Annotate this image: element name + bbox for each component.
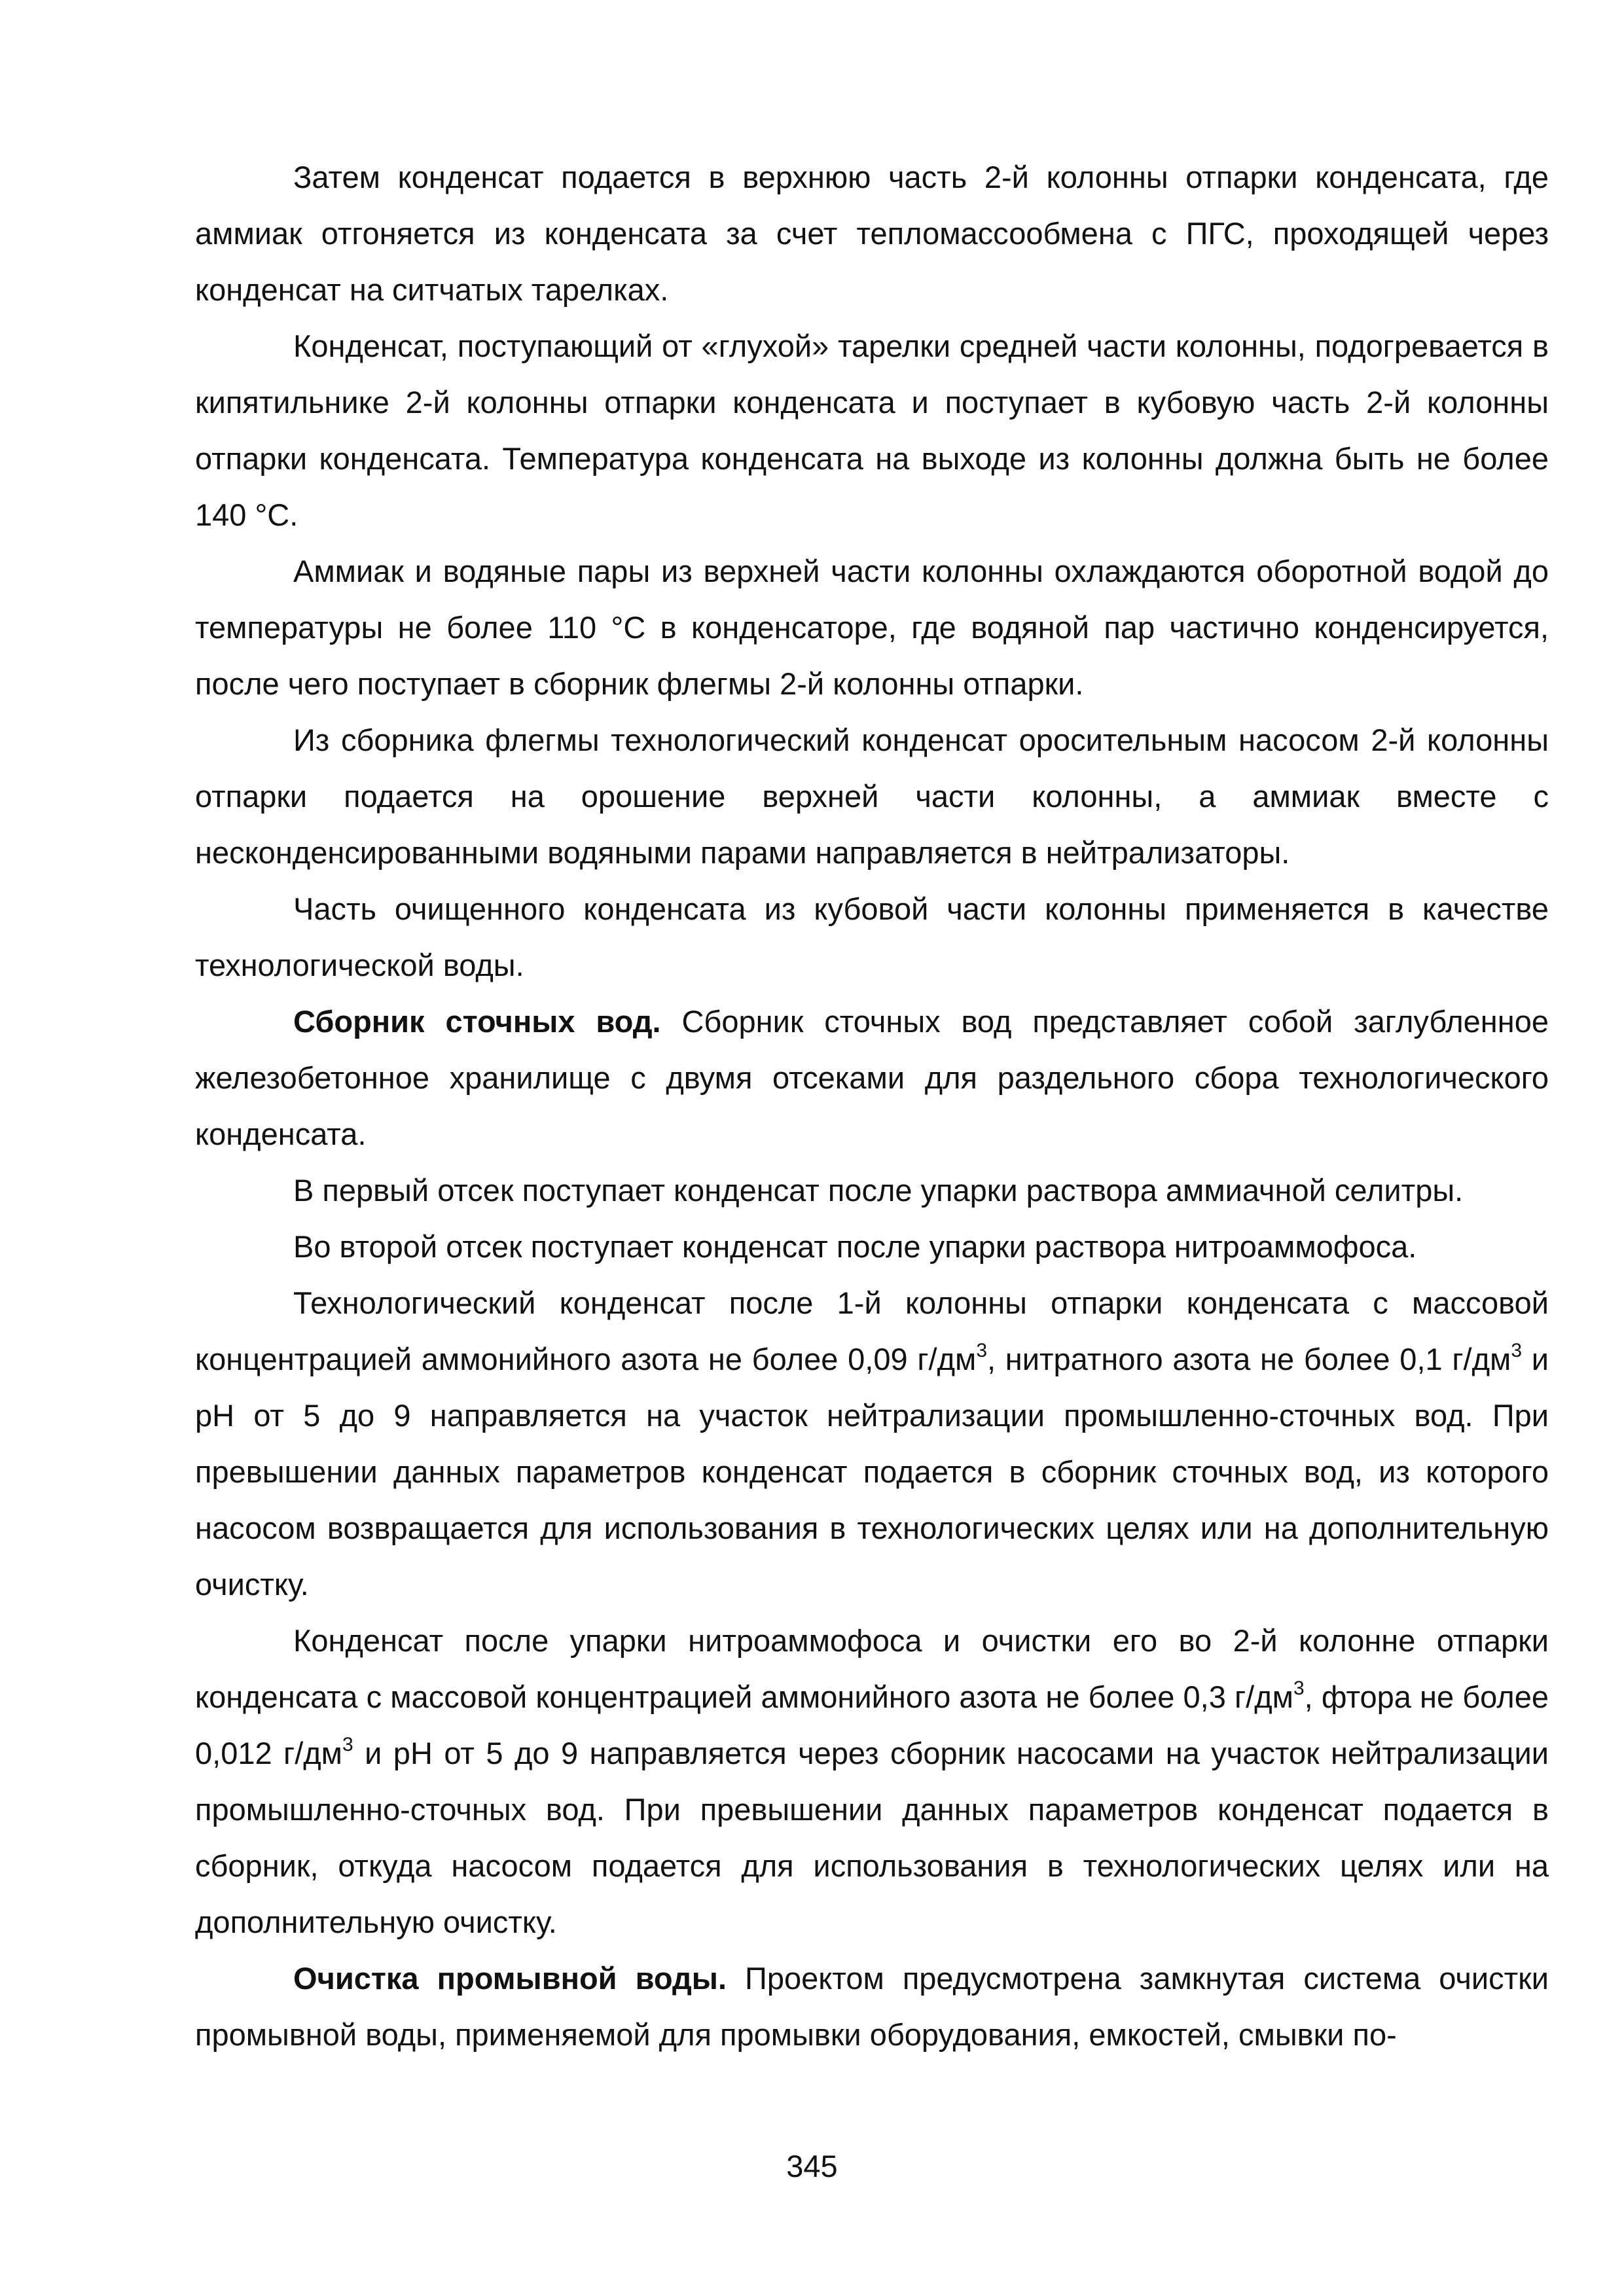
paragraph <box>195 1219 1549 1275</box>
paragraph-text: Технологический конденсат после 1-й колонны отпарки конденсата с массовой концентрацией аммонийного азота не более 0,09 г/дм <box>195 1285 1549 1376</box>
superscript: 3 <box>976 1340 987 1361</box>
paragraph <box>195 1162 1549 1219</box>
paragraph <box>195 318 1549 543</box>
paragraph <box>195 712 1549 881</box>
paragraph-text: В первый отсек поступает конденсат после упарки раствора аммиачной селитры. <box>293 1173 1464 1208</box>
paragraph-text: Проектом предусмотрена замкнутая система очистки промывной воды, применяемой для промывки оборудования, емкостей, смывки по- <box>195 1961 1549 2052</box>
paragraph-text: Аммиак и водяные пары из верхней части колонны охлаждаются оборотной водой до температуры не более 110 °С в конденсаторе, где водяной пар частично конденсируется, после чего поступает в сборник флегмы 2-й колонны отпарки. <box>195 554 1549 701</box>
paragraph-text: , фтора не более 0,012 г/дм <box>195 1679 1549 1770</box>
paragraph <box>195 543 1549 712</box>
paragraph <box>195 994 1549 1162</box>
section-heading: Сборник сточных вод. <box>293 1004 661 1039</box>
body-text <box>195 149 1549 2063</box>
paragraph <box>195 881 1549 994</box>
paragraph-text: и рН от 5 до 9 направляется через сборник насосами на участок нейтрализации промышленно-сточных вод. При превышении данных параметров конденсат подается в сборник, откуда насосом подается для использования в технологических целях или на дополнительную очистку. <box>195 1736 1549 1939</box>
paragraph-text: Во второй отсек поступает конденсат после упарки раствора нитроаммофоса. <box>293 1229 1417 1264</box>
superscript: 3 <box>342 1734 353 1755</box>
paragraph <box>195 1613 1549 1950</box>
paragraph-text: Конденсат после упарки нитроаммофоса и очистки его во 2-й колонне отпарки конденсата с массовой концентрацией аммонийного азота не более 0,3 г/дм <box>195 1623 1549 1714</box>
paragraph-text: Сборник сточных вод представляет собой заглубленное железобетонное хранилище с двумя отсеками для раздельного сбора технологического конденсата. <box>195 1004 1549 1151</box>
paragraph-text: Из сборника флегмы технологический конденсат оросительным насосом 2-й колонны отпарки подается на орошение верхней части колонны, а аммиак вместе с несконденсированными водяными парами направляется в нейтрализаторы. <box>195 723 1549 870</box>
paragraph-text: Конденсат, поступающий от «глухой» тарелки средней части колонны, подогревается в кипятильнике 2-й колонны отпарки конденсата и поступает в кубовую часть 2-й колонны отпарки конденсата. Температура конденсата на выходе из колонны должна быть не более 140 °С. <box>195 329 1549 532</box>
superscript: 3 <box>1511 1340 1523 1361</box>
paragraph <box>195 1275 1549 1613</box>
paragraph-text: , нитратного азота не более 0,1 г/дм <box>987 1342 1511 1376</box>
paragraph-text: Затем конденсат подается в верхнюю часть 2-й колонны отпарки конденсата, где аммиак отгоняется из конденсата за счет тепломассообмена с ПГС, проходящей через конденсат на ситчатых тарелках. <box>195 160 1549 307</box>
section-heading: Очистка промывной воды. <box>293 1961 727 1996</box>
paragraph-text: и рН от 5 до 9 направляется на участок нейтрализации промышленно-сточных вод. При превышении данных параметров конденсат подается в сборник сточных вод, из которого насосом возвращается для использования в технологических целях или на дополнительную очистку. <box>195 1342 1549 1602</box>
page-number: 345 <box>786 2149 838 2183</box>
superscript: 3 <box>1293 1677 1305 1699</box>
paragraph <box>195 1950 1549 2063</box>
paragraph-text: Часть очищенного конденсата из кубовой части колонны применяется в качестве технологической воды. <box>195 891 1549 982</box>
paragraph <box>195 149 1549 318</box>
